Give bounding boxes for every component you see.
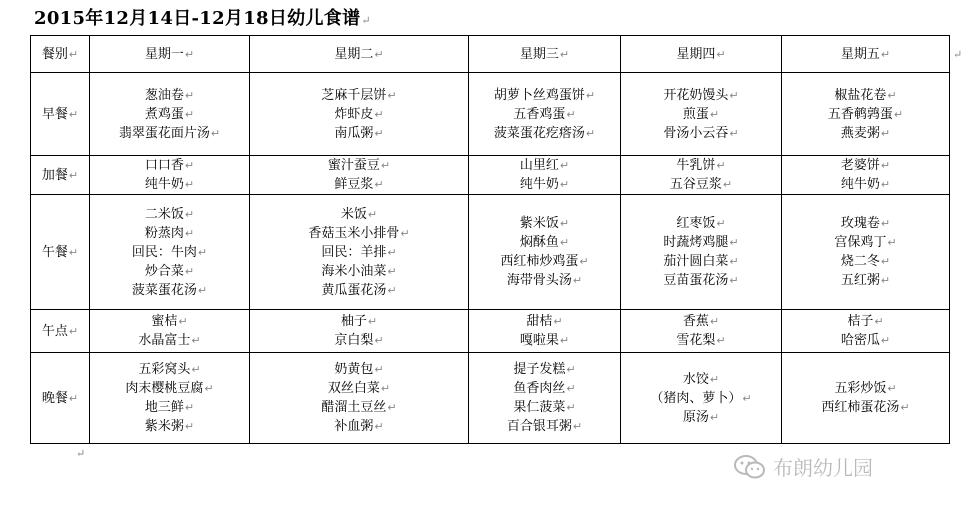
dish-item: 玫瑰卷↵ [840, 216, 891, 231]
menu-cell-wed [469, 310, 621, 353]
dish-item: 纯牛奶↵ [840, 177, 891, 192]
dish-item: 紫米饭↵ [519, 216, 570, 231]
dish-item: 醋溜土豆丝↵ [321, 400, 397, 415]
dish-item: 回民：牛肉↵ [131, 244, 208, 260]
dish-item: 燕麦粥↵ [840, 125, 891, 141]
dish-item: 菠菜蛋花疙瘩汤↵ [493, 125, 596, 141]
dish-item: 双丝白菜↵ [327, 381, 391, 396]
dish-item: 水饺↵ [682, 371, 720, 387]
dish-item: 回民：羊排↵ [321, 244, 397, 260]
menu-cell-thu [621, 310, 782, 353]
end-paragraph-mark: ↵ [76, 447, 86, 460]
header-day-tue: 星期二↵ [250, 36, 469, 73]
dish-item: 鱼香肉丝↵ [513, 381, 576, 396]
dish-item: 胡萝卜丝鸡蛋饼↵ [493, 87, 596, 103]
meal-label: 午餐↵ [31, 195, 90, 310]
header-day-fri: 星期五↵ [782, 36, 950, 73]
dish-item: 豆苗蛋花汤↵ [663, 273, 739, 288]
dish-item: 黄瓜蛋花汤↵ [321, 282, 397, 298]
dish-item: 煮鸡蛋↵ [144, 106, 195, 122]
row-snack [31, 156, 950, 195]
dish-item: 菠菜蛋花汤↵ [131, 282, 208, 298]
dish-item: 果仁菠菜↵ [513, 400, 576, 415]
dish-item: 口口香↵ [144, 158, 195, 173]
dish-item: （猪肉、萝卜）↵ [650, 390, 752, 406]
menu-cell-fri [782, 310, 950, 353]
dish-item: 水晶富士↵ [138, 333, 201, 348]
dish-item: 二米饭↵ [144, 206, 195, 222]
dish-item: 山里红↵ [519, 158, 570, 173]
dish-item: 百合银耳粥↵ [506, 419, 583, 434]
wechat-icon [733, 454, 767, 480]
dish-item: 地三鲜↵ [144, 400, 195, 415]
menu-cell-wed [469, 73, 621, 156]
menu-cell-tue [250, 353, 469, 444]
dish-item: 甜桔↵ [526, 314, 563, 329]
header-day-wed: 星期三↵ [469, 36, 621, 73]
menu-cell-tue [250, 310, 469, 353]
page-title [34, 4, 371, 30]
dish-item: 宫保鸡丁↵ [834, 235, 897, 250]
dish-item: 牛乳饼↵ [676, 158, 726, 173]
dish-item: 炸虾皮↵ [334, 106, 384, 122]
menu-table [30, 35, 950, 444]
dish-item: 南瓜粥↵ [334, 125, 384, 141]
dish-item: 西红柿炒鸡蛋↵ [500, 254, 589, 269]
dish-item: 蜜桔↵ [151, 314, 188, 329]
dish-item: 提子发糕↵ [513, 362, 576, 377]
dish-item: 海带骨头汤↵ [506, 273, 583, 288]
menu-cell-tue [250, 195, 469, 310]
dish-item: 柚子↵ [340, 314, 378, 329]
row-breakfast [31, 73, 950, 156]
header-row [31, 36, 950, 73]
dish-item: 原汤↵ [682, 409, 720, 425]
dish-item: 鲜豆浆↵ [334, 177, 384, 192]
dish-item: 骨汤小云吞↵ [663, 125, 739, 141]
dish-item: 海米小油菜↵ [321, 263, 397, 279]
title-text: 2015年12月14日-12月18日幼儿食谱 [34, 8, 361, 29]
menu-cell-mon [90, 156, 250, 195]
dish-item: 雪花梨↵ [676, 333, 726, 348]
header-meal: 餐别↵ [31, 36, 90, 73]
meal-label: 加餐↵ [31, 156, 90, 195]
dish-item: 五红粥↵ [840, 273, 891, 288]
dish-item: 焖酥鱼↵ [519, 235, 570, 250]
menu-cell-fri [782, 156, 950, 195]
menu-cell-wed [469, 156, 621, 195]
watermark-text: 布朗幼儿园 [773, 456, 873, 480]
dish-item: 桔子↵ [847, 314, 884, 329]
menu-cell-tue [250, 73, 469, 156]
dish-item: 纯牛奶↵ [144, 177, 195, 192]
dish-item: 老婆饼↵ [840, 158, 891, 173]
menu-cell-mon [90, 73, 250, 156]
dish-item: 芝麻千层饼↵ [321, 87, 397, 103]
row-afternoon-snack [31, 310, 950, 353]
dish-item: 烧二冬↵ [840, 254, 891, 269]
dish-item: 时蔬烤鸡腿↵ [663, 235, 739, 250]
dish-item: 纯牛奶↵ [519, 177, 570, 192]
meal-label: 早餐↵ [31, 73, 90, 156]
menu-cell-mon [90, 353, 250, 444]
meal-label: 晚餐↵ [31, 353, 90, 444]
menu-cell-mon [90, 310, 250, 353]
dish-item: 香菇玉米小排骨↵ [308, 225, 410, 241]
menu-cell-mon [90, 195, 250, 310]
dish-item: 嘎啦果↵ [519, 333, 570, 348]
dish-item: 五彩炒饭↵ [834, 381, 897, 396]
dish-item: 五谷豆浆↵ [669, 177, 733, 192]
menu-cell-wed [469, 353, 621, 444]
dish-item: 肉末樱桃豆腐↵ [125, 381, 214, 396]
header-day-thu: 星期四↵ [621, 36, 782, 73]
dish-item: 紫米粥↵ [144, 419, 195, 434]
dish-item: 蜜汁蚕豆↵ [327, 158, 391, 173]
menu-cell-wed [469, 195, 621, 310]
dish-item: 翡翠蛋花面片汤↵ [118, 125, 221, 141]
menu-cell-fri [782, 195, 950, 310]
row-end-marks: ↵ [953, 48, 963, 61]
dish-item: 西红柿蛋花汤↵ [821, 400, 910, 415]
dish-item: 粉蒸肉↵ [144, 225, 195, 241]
watermark [733, 452, 873, 481]
header-day-mon: 星期一↵ [90, 36, 250, 73]
menu-cell-thu [621, 73, 782, 156]
menu-cell-fri [782, 353, 950, 444]
dish-item: 京白梨↵ [334, 333, 384, 348]
dish-item: 开花奶馒头↵ [663, 87, 739, 103]
dish-item: 奶黄包↵ [334, 362, 384, 377]
dish-item: 五香鸡蛋↵ [513, 106, 576, 122]
paragraph-mark: ↵ [361, 14, 371, 27]
row-dinner [31, 353, 950, 444]
dish-item: 椒盐花卷↵ [834, 87, 897, 103]
dish-item: 茄汁圆白菜↵ [663, 254, 739, 269]
row-lunch [31, 195, 950, 310]
dish-item: 五彩窝头↵ [138, 362, 201, 377]
dish-item: 炒合菜↵ [144, 263, 195, 279]
menu-cell-fri [782, 73, 950, 156]
menu-cell-thu [621, 353, 782, 444]
menu-cell-thu [621, 195, 782, 310]
menu-cell-thu [621, 156, 782, 195]
dish-item: 哈密瓜↵ [840, 333, 891, 348]
dish-item: 红枣饭↵ [676, 216, 726, 231]
dish-item: 米饭↵ [340, 206, 378, 222]
dish-item: 香蕉↵ [682, 314, 720, 329]
dish-item: 补血粥↵ [334, 419, 384, 434]
dish-item: 五香鹌鹑蛋↵ [827, 106, 904, 122]
dish-item: 葱油卷↵ [144, 87, 195, 103]
meal-label: 午点↵ [31, 310, 90, 353]
menu-cell-tue [250, 156, 469, 195]
dish-item: 煎蛋↵ [682, 106, 720, 122]
